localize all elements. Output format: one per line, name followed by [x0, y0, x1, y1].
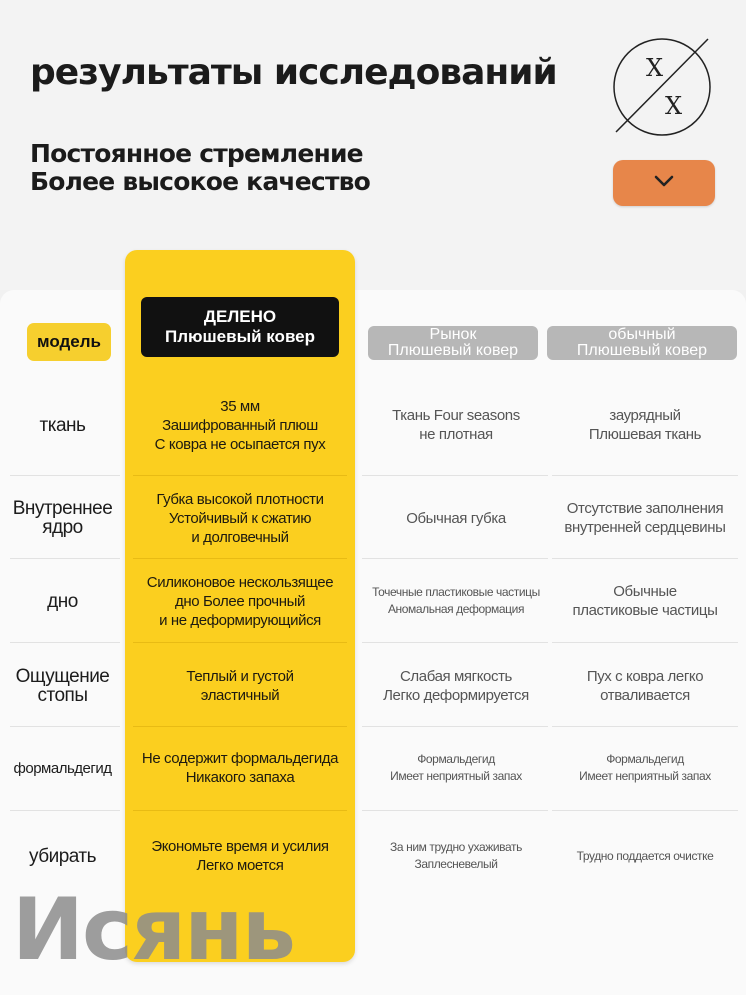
column-header-ordinary [547, 326, 737, 360]
row-divider [10, 558, 120, 559]
cell-ordinary [550, 667, 740, 705]
row-divider [10, 810, 120, 811]
subtitle-line-2: Более высокое качество [30, 167, 371, 196]
row-label [0, 416, 125, 435]
cell-ours-line: и долговечный [191, 528, 289, 546]
cell-ordinary-line: заурядный [609, 407, 681, 424]
cell-ours-line: Экономьте время и усилия [151, 838, 329, 855]
cell-market [358, 667, 554, 705]
cell-ours-line: Никакого запаха [185, 769, 295, 786]
header-line: Плюшевый ковер [576, 342, 708, 359]
cell-ours-line: Теплый и густой [186, 668, 294, 685]
row-divider [552, 558, 738, 559]
cell-ordinary-line: Трудно поддается очистке [576, 848, 714, 863]
cell-market [358, 751, 554, 785]
row-divider [362, 558, 548, 559]
cell-market [358, 839, 554, 873]
cell-market-line: Слабая мягкость [400, 668, 512, 685]
cell-ours-line: Губка высокой плотности [156, 490, 324, 508]
cell-ours [127, 667, 353, 705]
cell-ours-line: С ковра не осыпается пух [154, 435, 326, 453]
cell-ours [127, 397, 353, 454]
cell-ours [127, 837, 353, 875]
cell-market-line: не плотная [419, 426, 493, 443]
page-title: результаты исследований [30, 52, 557, 93]
cell-market-line: Точечные пластиковые частицы [372, 585, 540, 599]
model-label: модель [27, 323, 111, 361]
dropdown-button[interactable] [613, 160, 715, 206]
row-divider [133, 726, 347, 727]
row-divider [10, 726, 120, 727]
row-label [0, 847, 125, 866]
cell-ordinary [550, 406, 740, 444]
row-divider [133, 558, 347, 559]
cell-market-line: Легко деформируется [383, 687, 529, 704]
row-divider [10, 475, 120, 476]
svg-text:X: X [646, 54, 664, 82]
brand-logo [610, 36, 714, 136]
cell-ours-line: Не содержит формальдегида [141, 750, 339, 767]
row-divider [133, 642, 347, 643]
row-label-line: формальдегид [13, 759, 112, 777]
row-label [0, 592, 125, 611]
row-label [0, 759, 125, 778]
row-divider [552, 810, 738, 811]
cell-ours-line: Силиконовое нескользящее [146, 573, 334, 591]
cell-ordinary-line: Имеет неприятный запах [579, 769, 711, 783]
row-divider [362, 475, 548, 476]
header-line: Рынок [429, 326, 477, 343]
header-line: обычный [608, 326, 676, 343]
cell-market-line: Формальдегид [417, 752, 495, 766]
cell-ours [127, 490, 353, 547]
cell-ordinary-line: Формальдегид [606, 752, 684, 766]
row-label-line: ядро [42, 517, 83, 538]
cell-ordinary-line: Отсутствие заполнения [566, 500, 724, 517]
header-line: Плюшевый ковер [164, 327, 316, 346]
row-label-line: Внутреннее [12, 498, 113, 519]
cell-ours-line: Легко моется [196, 857, 284, 874]
chevron-down-icon [653, 174, 675, 193]
cell-ordinary [550, 582, 740, 620]
row-divider [133, 810, 347, 811]
cell-market-line: Обычная губка [406, 509, 506, 527]
page-subtitle [30, 140, 370, 196]
cell-ours [127, 749, 353, 787]
column-header-market [368, 326, 538, 360]
column-header-ours [141, 297, 339, 357]
cell-ordinary-line: Плюшевая ткань [588, 426, 702, 443]
cell-ours-line: Устойчивый к сжатию [168, 509, 312, 527]
row-divider [133, 475, 347, 476]
cell-market-line: Имеет неприятный запах [390, 769, 522, 783]
cell-ordinary [550, 751, 740, 785]
svg-text:X: X [665, 92, 683, 120]
row-label [0, 499, 125, 537]
row-label [0, 667, 125, 705]
row-divider [362, 726, 548, 727]
watermark-text: Исянь [12, 880, 294, 980]
row-label-line: Ощущение [15, 666, 110, 687]
row-label-line: стопы [37, 685, 88, 706]
row-label-line: убирать [28, 845, 97, 867]
cell-ours-line: Зашифрованный плюш [162, 416, 318, 434]
row-divider [362, 642, 548, 643]
cell-ordinary-line: Обычные [613, 583, 677, 600]
cell-market [358, 509, 554, 528]
cell-ours-line: дно Более прочный [175, 592, 305, 610]
cell-ours-line: 35 мм [220, 397, 260, 415]
row-divider [362, 810, 548, 811]
row-label-line: дно [47, 590, 78, 612]
row-label-line: ткань [39, 414, 86, 436]
header-line: Плюшевый ковер [387, 342, 519, 359]
cell-ours [127, 573, 353, 630]
header-line: ДЕЛЕНО [203, 307, 277, 326]
row-divider [552, 642, 738, 643]
cell-ours-line: эластичный [200, 687, 280, 704]
cell-ours-line: и не деформирующийся [159, 611, 321, 629]
row-divider [552, 726, 738, 727]
cell-ordinary-line: отваливается [600, 687, 690, 704]
row-divider [552, 475, 738, 476]
cell-ordinary [550, 848, 740, 865]
cell-ordinary-line: внутренней сердцевины [564, 519, 726, 536]
row-divider [10, 642, 120, 643]
cell-ordinary-line: пластиковые частицы [572, 602, 718, 619]
cell-ordinary [550, 499, 740, 537]
subtitle-line-1: Постоянное стремление [30, 139, 363, 168]
cell-market-line: За ним трудно ухаживать [390, 840, 522, 854]
cell-market-line: Аномальная деформация [387, 602, 525, 616]
cell-market [358, 584, 554, 618]
cell-market-line: Заплесневелый [414, 857, 498, 871]
cell-ordinary-line: Пух с ковра легко [586, 668, 704, 685]
cell-market-line: Ткань Four seasons [392, 407, 520, 424]
cell-market [358, 406, 554, 444]
